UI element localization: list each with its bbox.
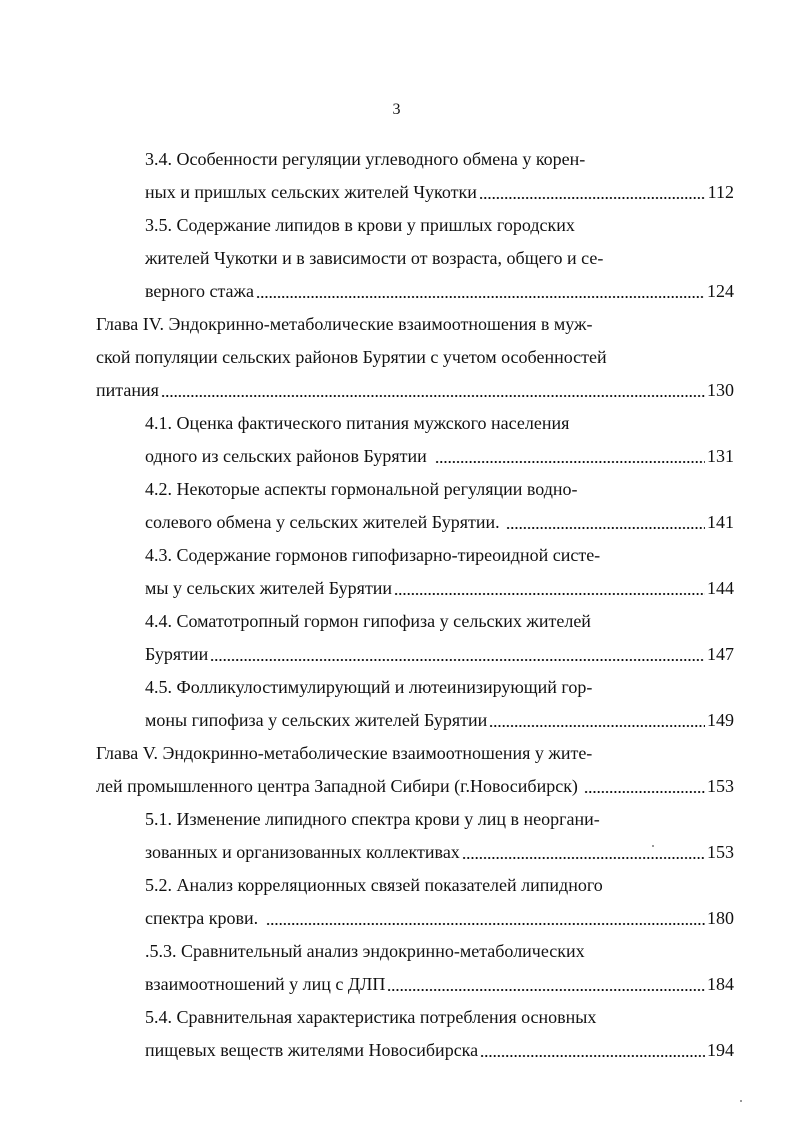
scan-speck: [740, 1100, 742, 1102]
toc-entry-line: [145, 148, 734, 170]
toc-entry-last-line: [145, 577, 734, 599]
toc-entry-line: [145, 544, 734, 566]
toc-entry-line: [145, 478, 734, 500]
toc-entry-last-line: [145, 841, 734, 863]
dot-leader: [210, 643, 705, 665]
toc-page-number: 153: [707, 842, 734, 862]
toc-entry-last-line: [145, 643, 734, 665]
toc-chapter-last-line: [96, 775, 734, 797]
toc-entry-last-line: [145, 280, 734, 302]
toc-entry-title: солевого обмена у сельских жителей Бурятии.: [145, 512, 500, 532]
toc-chapter-line: [96, 346, 734, 368]
toc-page-number: 184: [707, 974, 734, 994]
toc-entry-last-line: [145, 973, 734, 995]
page-number: 3: [392, 101, 401, 118]
toc-chapter-last-line: [96, 379, 734, 401]
toc-entry-title: верного стажа: [145, 281, 254, 301]
toc-page-number: 130: [707, 380, 734, 400]
toc-entry-title: 5.4. Сравнительная характеристика потребления основных: [145, 1007, 597, 1027]
toc-entry-title: .5.3. Сравнительный анализ эндокринно-метаболических: [145, 941, 585, 961]
toc-entry-title: Бурятии: [145, 644, 209, 664]
toc-page-number: 147: [707, 644, 734, 664]
toc-entry-title: спектра крови.: [145, 908, 259, 928]
toc-entry-title: ных и пришлых сельских жителей Чукотки: [145, 182, 477, 202]
toc-entry-last-line: [145, 907, 734, 929]
dot-leader: [387, 973, 705, 995]
toc-entry-title: 4.2. Некоторые аспекты гормональной регуляции водно-: [145, 479, 578, 499]
toc-chapter-title: ской популяции сельских районов Бурятии с учетом особенностей: [96, 347, 607, 367]
dot-leader: [161, 379, 705, 401]
toc-page-number: 131: [707, 446, 734, 466]
toc-entry-title: 4.3. Содержание гормонов гипофизарно-тиреоидной систе-: [145, 545, 601, 565]
toc-entry-title: 4.5. Фолликулостимулирующий и лютеинизирующий гор-: [145, 677, 593, 697]
dot-leader: [266, 907, 705, 929]
toc-entry-title: 3.4. Особенности регуляции углеводного обмена у корен-: [145, 149, 586, 169]
toc-entry-title: мы у сельских жителей Бурятии: [145, 578, 393, 598]
toc-entry-last-line: [145, 181, 734, 203]
toc-page-number: 112: [707, 182, 734, 202]
toc-entry-title: зованных и организованных коллективах: [145, 842, 460, 862]
dot-leader: [584, 775, 705, 797]
toc-page-number: 180: [707, 908, 734, 928]
toc-entry-line: [145, 1006, 734, 1028]
toc-chapter-title: Глава V. Эндокринно-метаболические взаимоотношения у жите-: [96, 743, 593, 763]
toc-entry-line: [145, 247, 734, 269]
toc-entry-title: 3.5. Содержание липидов в крови у пришлых городских: [145, 215, 575, 235]
dot-leader: [480, 1039, 705, 1061]
toc-entry-line: [145, 808, 734, 830]
toc-entry-title: 4.1. Оценка фактического питания мужского населения: [145, 413, 570, 433]
toc-entry-line: [145, 214, 734, 236]
toc-page-number: 124: [707, 281, 734, 301]
toc-entry-title: моны гипофиза у сельских жителей Бурятии: [145, 710, 488, 730]
dot-leader: [489, 709, 705, 731]
toc-entry-line: [145, 610, 734, 632]
toc-chapter-title: питания: [96, 380, 159, 400]
toc-entry-title: 5.1. Изменение липидного спектра крови у лиц в неоргани-: [145, 809, 600, 829]
toc-chapter-line: [96, 742, 734, 764]
toc-chapter-title: лей промышленного центра Западной Сибири (г.Новосибирск): [96, 776, 578, 796]
dot-leader: [256, 280, 705, 302]
toc-entry-title: пищевых веществ жителями Новосибирска: [145, 1040, 479, 1060]
toc-entry-last-line: [145, 445, 734, 467]
toc-entry-title: 4.4. Соматотропный гормон гипофиза у сельских жителей: [145, 611, 591, 631]
toc-entry-last-line: [145, 511, 734, 533]
dot-leader: [435, 445, 705, 467]
toc-page-number: 194: [707, 1040, 734, 1060]
toc-entry-line: [145, 874, 734, 896]
dot-leader: [462, 841, 705, 863]
toc-chapter-title: Глава IV. Эндокринно-метаболические взаимоотношения в муж-: [96, 314, 593, 334]
dot-leader: [479, 181, 706, 203]
toc-entry-line: [145, 412, 734, 434]
toc-entry-title: взаимоотношений у лиц с ДЛП: [145, 974, 386, 994]
toc-page-number: 149: [707, 710, 734, 730]
toc-entry-last-line: [145, 1039, 734, 1061]
toc-entry-line: [145, 676, 734, 698]
toc-page-number: 144: [707, 578, 734, 598]
scan-speck: [652, 845, 654, 847]
toc-entry-title: жителей Чукотки и в зависимости от возраста, общего и се-: [145, 248, 604, 268]
dot-leader: [506, 511, 705, 533]
dot-leader: [394, 577, 705, 599]
toc-page-number: 141: [707, 512, 734, 532]
toc-entry-title: 5.2. Анализ корреляционных связей показателей липидного: [145, 875, 603, 895]
toc-entry-title: одного из сельских районов Бурятии: [145, 446, 427, 466]
toc-entry-line: [145, 940, 734, 962]
toc-page-number: 153: [707, 776, 734, 796]
toc-chapter-line: [96, 313, 734, 335]
toc-entry-last-line: [145, 709, 734, 731]
